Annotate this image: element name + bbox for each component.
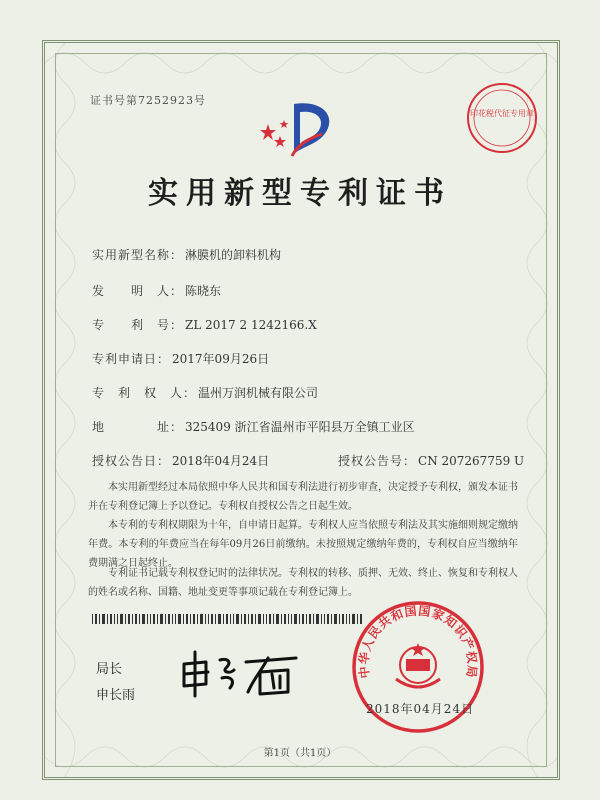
- patent-office-logo: [258, 94, 344, 166]
- grant-no-value: CN 207267759 U: [418, 454, 525, 468]
- paragraph-1: 本实用新型经过本局依照中华人民共和国专利法进行初步审查，决定授予专利权，颁发本证书并在专利登记簿上予以登记。专利权自授权公告之日起生效。: [88, 482, 518, 512]
- field-row: [92, 418, 415, 435]
- field-value: 温州万润机械有限公司: [198, 386, 319, 400]
- field-label: 专利申请日：: [92, 352, 171, 366]
- field-value: ZL 2017 2 1242166.X: [185, 318, 317, 332]
- signatory-title: 局长: [96, 662, 123, 677]
- certificate-number: 证书号第7252923号: [90, 94, 206, 107]
- paragraph-3: 专利证书记载专利权登记时的法律状况。专利权的转移、质押、无效、终止、恢复和专利权人的姓名或名称、国籍、地址变更等事项记载在专利登记簿上。: [88, 568, 518, 598]
- paragraph-2: 本专利的专利权期限为十年，自申请日起算。专利权人应当依照专利法及其实施细则规定缴纳年费。本专利的年费应当在每年09月26日前缴纳。未按照规定缴纳年费的，专利权自应当缴纳年费期满之日起终止。: [88, 520, 518, 569]
- svg-text:印花税代征专用章: 印花税代征专用章: [470, 109, 534, 118]
- field-value: 325409 浙江省温州市平阳县万全镇工业区: [185, 420, 415, 434]
- field-label: 专 利 权 人：: [92, 386, 197, 400]
- grant-no-label: 授权公告号：: [338, 454, 417, 468]
- page-number: 第1页（共1页）: [263, 748, 337, 759]
- field-row: [92, 246, 281, 263]
- field-row: [92, 384, 318, 401]
- field-value: 陈晓东: [185, 284, 222, 298]
- field-row: [92, 282, 221, 299]
- stamp-duty-seal: [462, 78, 542, 158]
- field-row: [92, 316, 317, 333]
- seal-date: 2018年04月24日: [366, 702, 475, 716]
- field-label: 发 明 人：: [92, 284, 184, 298]
- handwritten-signature: [176, 648, 306, 698]
- svg-text:中华人民共和国国家知识产权局: 中华人民共和国国家知识产权局: [356, 603, 480, 680]
- field-label: 实用新型名称：: [92, 248, 184, 262]
- field-label: 专 利 号：: [92, 318, 184, 332]
- field-label: 地 址：: [92, 420, 184, 434]
- grant-no-row: [338, 452, 524, 469]
- grant-date-value: 2018年04月24日: [172, 454, 270, 468]
- field-row: [92, 350, 269, 367]
- barcode: [92, 614, 362, 624]
- grant-date-label: 授权公告日：: [92, 454, 171, 468]
- field-value: 2017年09月26日: [172, 352, 270, 366]
- field-value: 淋膜机的卸料机构: [185, 248, 282, 262]
- certificate-title: 实用新型专利证书: [148, 176, 452, 211]
- grant-date-row: [92, 452, 269, 469]
- signatory-name: 申长雨: [96, 688, 136, 703]
